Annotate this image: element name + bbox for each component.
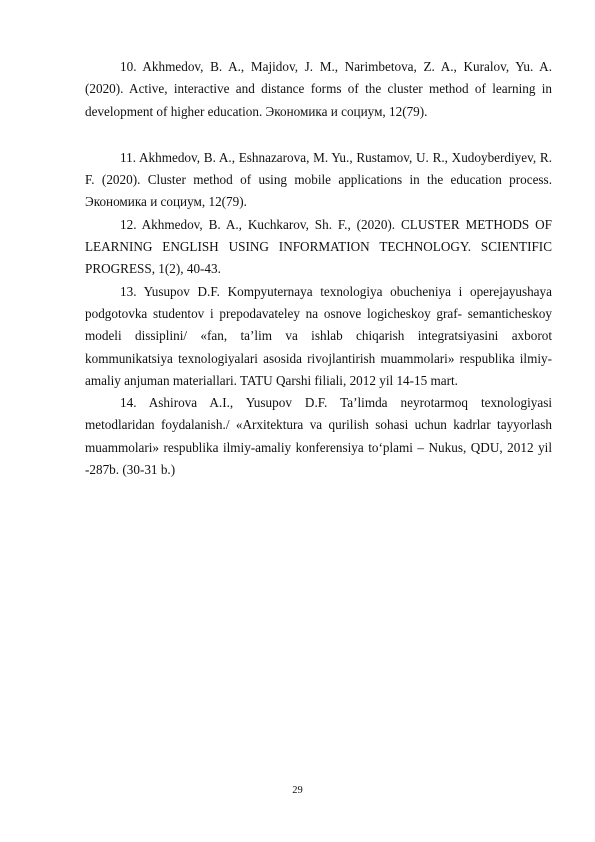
reference-list <box>85 56 552 481</box>
reference-item-11: 11. Akhmedov, B. A., Eshnazarova, M. Yu., Rustamov, U. R., Xudoyberdiyev, R. F. (2020). Cluster method of using mobile applications in the education process. Экономика и социум, 12(79). <box>85 149 552 210</box>
reference-spacer <box>85 123 552 147</box>
page-number: 29 <box>292 785 303 796</box>
reference-item-14: 14. Ashirova A.I., Yusupov D.F. Ta’limda neyrotarmoq texnologiyasi metodlaridan foydalanish./ «Arxitektura va qurilish sohasi uchun kadrlar tayyorlash muammolari» respublika ilmiy-amaliy konferensiya to‘plami – Nukus, QDU, 2012 yil -287b. (30-31 b.) <box>85 395 552 478</box>
reference-item-10: 10. Akhmedov, B. A., Majidov, J. M., Narimbetova, Z. A., Kuralov, Yu. A. (2020). Active, interactive and distance forms of the cluster method of learning in development of higher education. Экономика и социум, 12(79). <box>85 59 552 119</box>
reference-item-13: 13. Yusupov D.F. Kompyuternaya texnologiya obucheniya i operejayushaya podgotovka studentov i prepodavateley na osnove logicheskoy graf- semanticheskoy modeli dissiplini/ «fan, ta’lim va ishlab chiqarish integratsiyasini axborot kommunikatsiya texnologiyalari asosida rivojlantirish muammolari» respublika ilmiy-amaliy anjuman materiallari. TATU Qarshi filiali, 2012 yil 14-15 mart. <box>85 283 552 388</box>
reference-item-12: 12. Akhmedov, B. A., Kuchkarov, Sh. F., (2020). CLUSTER METHODS OF LEARNING ENGLISH USING INFORMATION TECHNOLOGY. SCIENTIFIC PROGRESS, 1(2), 40-43. <box>85 216 552 277</box>
